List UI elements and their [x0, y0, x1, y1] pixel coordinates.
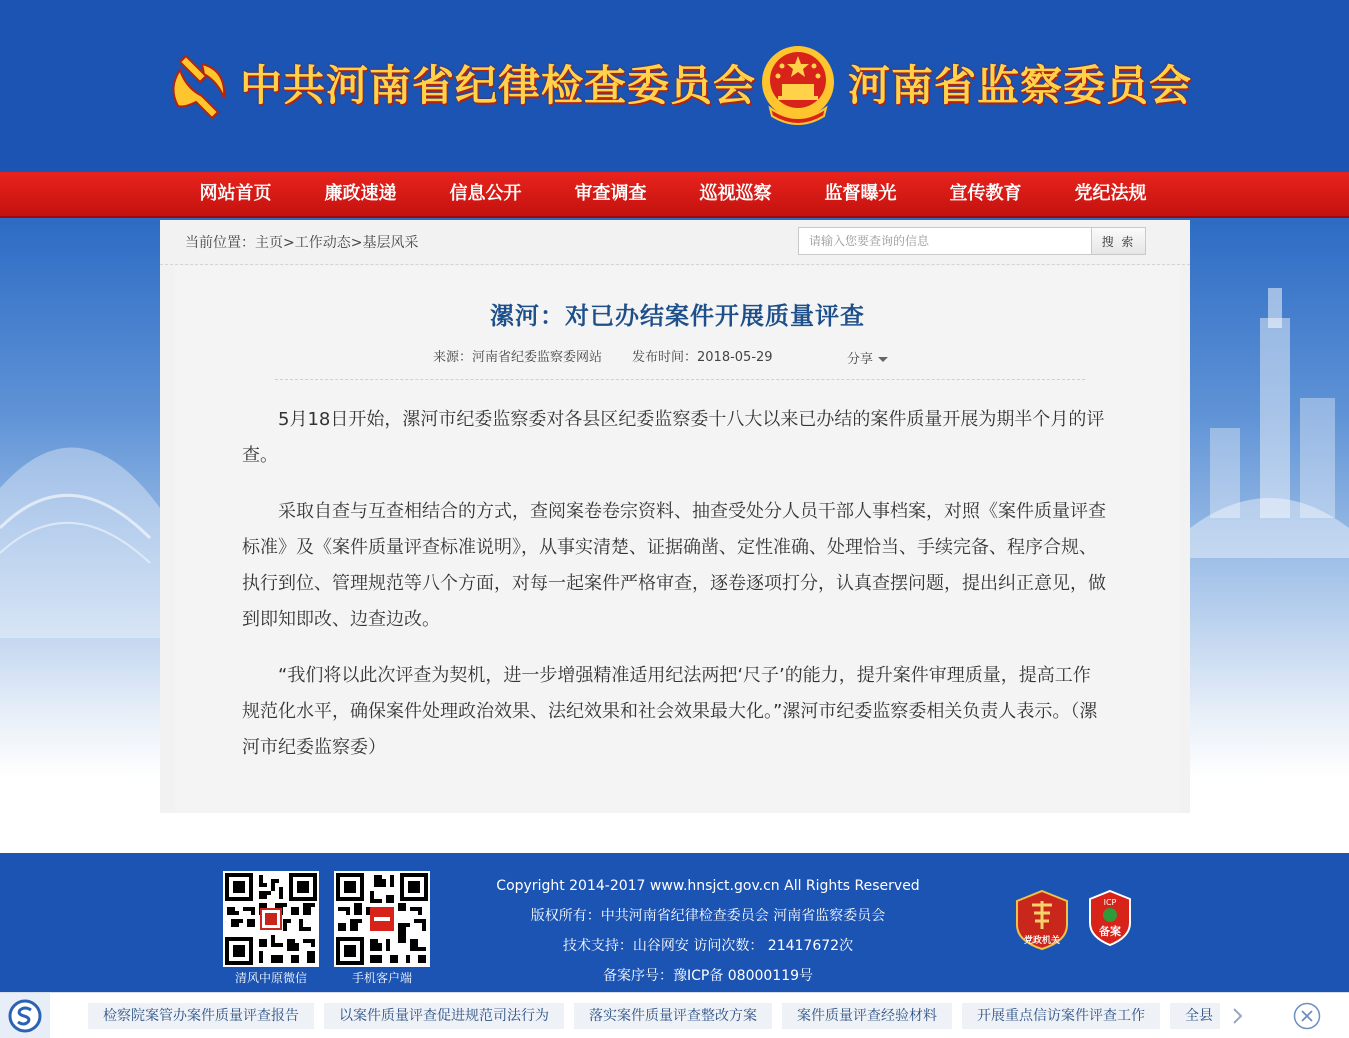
- share-label: 分享: [847, 352, 874, 367]
- breadcrumb-separator: >: [283, 235, 295, 251]
- article: [175, 266, 1180, 813]
- related-search-item[interactable]: 检察院案管办案件质量评查报告: [88, 1003, 314, 1029]
- site-title-party: 中共河南省纪律检查委员会: [240, 61, 757, 110]
- content-panel: [160, 220, 1190, 813]
- breadcrumb: [185, 232, 418, 252]
- related-search-item[interactable]: 全县: [1170, 1003, 1220, 1029]
- copyright-text: Copyright 2014-2017 www.hnsjct.gov.cn All Rights Reserved: [496, 878, 920, 894]
- party-government-badge-icon: [1015, 889, 1069, 951]
- article-body: [242, 402, 1108, 786]
- nav-item-education[interactable]: 宣传教育: [949, 183, 1022, 204]
- site-header: [0, 0, 1349, 172]
- breadcrumb-current-link[interactable]: 基层风采: [362, 235, 419, 251]
- nav-item-news[interactable]: 廉政速递: [324, 183, 397, 204]
- breadcrumb-section-link[interactable]: 工作动态: [294, 235, 351, 251]
- icp-text[interactable]: 备案序号：豫ICP备 08000119号: [602, 968, 814, 984]
- related-search-item[interactable]: 开展重点信访案件评查工作: [962, 1003, 1160, 1029]
- nav-item-home[interactable]: 网站首页: [199, 183, 272, 204]
- footer-info: [468, 871, 948, 991]
- wechat-qr-label: 清风中原微信: [234, 971, 307, 985]
- related-search-item[interactable]: 落实案件质量评查整改方案: [574, 1003, 772, 1029]
- breadcrumb-home-link[interactable]: 主页: [255, 235, 283, 251]
- meta-divider: [275, 379, 1085, 380]
- chevron-right-icon: [1228, 1001, 1248, 1031]
- related-search-bar: [0, 992, 1349, 1038]
- search-input[interactable]: [798, 227, 1092, 255]
- article-paragraph: 采取自查与互查相结合的方式，查阅案卷卷宗资料、抽查受处分人员干部人事档案，对照《案件质量评查标准》及《案件质量评查标准说明》，从事实清楚、证据确凿、定性准确、处理恰当、手续完备、程序合规、执行到位、管理规范等八个方面，对每一起案件严格审查，逐卷逐项打分，认真查摆问题，提出纠正意见，做到即知即改、边查边改。: [242, 501, 1106, 630]
- caret-down-icon: [878, 357, 888, 362]
- icp-badge-bottom-label: 备案: [1099, 925, 1121, 938]
- tech-support-text: 技术支持：山谷网安 访问次数： 21417672次: [562, 938, 854, 954]
- related-search-list: [88, 1003, 1220, 1029]
- related-close-button[interactable]: [1292, 1001, 1322, 1031]
- main-nav: [0, 172, 1349, 218]
- icp-badge[interactable]: [1088, 889, 1132, 947]
- nav-item-exposure[interactable]: 监督曝光: [824, 183, 897, 204]
- mobile-qr-label: 手机客户端: [351, 971, 412, 985]
- breadcrumb-separator: >: [350, 235, 363, 251]
- icp-badge-top-label: ICP: [1103, 898, 1117, 907]
- article-paragraph: 5月18日开始，漯河市纪委监察委对各县区纪委监察委十八大以来已办结的案件质量开展为期半个月的评查。: [242, 409, 1105, 466]
- stadium-illustration: [0, 338, 160, 638]
- breadcrumb-bar: [160, 220, 1190, 265]
- site-title-supervision: 河南省监察委员会: [848, 61, 1193, 110]
- party-government-badge[interactable]: [1015, 889, 1069, 951]
- search-button[interactable]: 搜 索: [1091, 227, 1146, 255]
- search-engine-logo[interactable]: [0, 993, 50, 1038]
- nav-item-inspection[interactable]: 巡视巡察: [699, 183, 772, 204]
- related-next-button[interactable]: [1228, 1001, 1248, 1031]
- mobile-client-qr-code-icon: [334, 871, 430, 967]
- party-badge-label: 党政机关: [1023, 936, 1061, 946]
- article-title: 漯河：对已办结案件开展质量评查: [490, 302, 865, 330]
- party-emblem-icon: [160, 48, 236, 124]
- national-emblem-icon: [758, 42, 838, 128]
- close-icon: [1292, 1001, 1322, 1031]
- article-paragraph: “我们将以此次评查为契机，进一步增强精准适用纪法两把‘尺子’的能力，提升案件审理质量，提高工作规范化水平，确保案件处理政治效果、法纪效果和社会效果最大化。”漯河市纪委监察委相关负责人表示。（漯河市纪委监察委）: [242, 665, 1098, 758]
- related-search-item[interactable]: 以案件质量评查促进规范司法行为: [324, 1003, 564, 1029]
- article-source: 来源：河南省纪委监察委网站: [433, 350, 603, 365]
- nav-item-investigation[interactable]: 审查调查: [574, 183, 647, 204]
- sogou-logo-icon: [0, 993, 50, 1038]
- site-footer: [0, 853, 1349, 992]
- related-search-item[interactable]: 案件质量评查经验材料: [782, 1003, 952, 1029]
- article-publish-date: 发布时间：2018-05-29: [632, 350, 773, 365]
- icp-badge-icon: [1088, 889, 1132, 947]
- article-meta: [433, 346, 773, 365]
- nav-item-regulations[interactable]: 党纪法规: [1074, 183, 1147, 204]
- owner-text: 版权所有：中共河南省纪律检查委员会 河南省监察委员会: [530, 908, 886, 924]
- breadcrumb-prefix: 当前位置：: [185, 235, 255, 251]
- nav-item-info-disclosure[interactable]: 信息公开: [449, 183, 522, 204]
- wechat-qr-code-icon: [223, 871, 319, 967]
- share-button[interactable]: [847, 348, 888, 367]
- city-skyline-illustration: [1190, 278, 1349, 638]
